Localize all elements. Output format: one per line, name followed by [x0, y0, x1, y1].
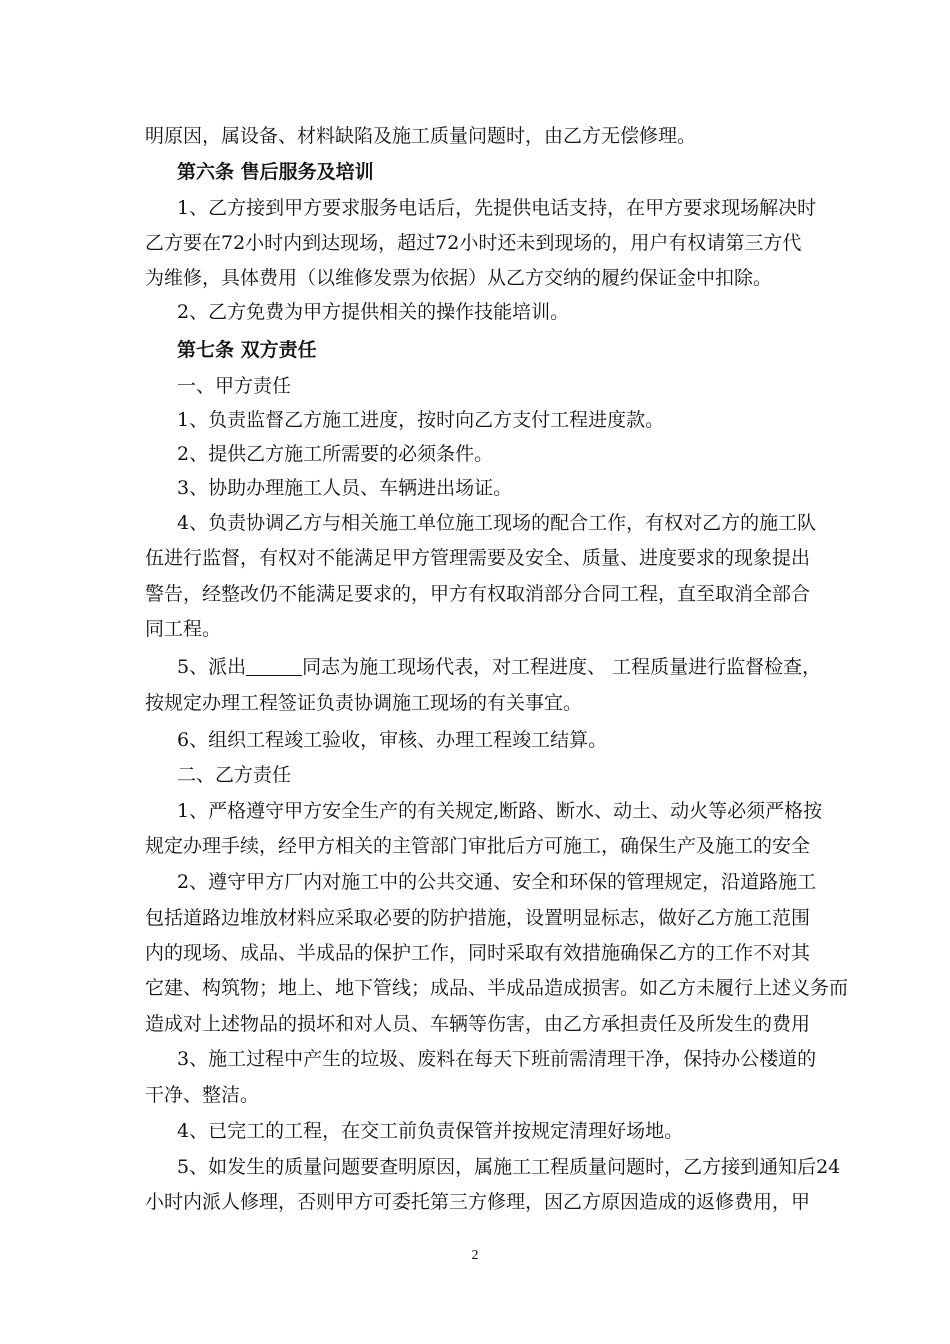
text-segment: 5、派出	[177, 656, 247, 678]
text-line: 1、负责监督乙方施工进度，按时向乙方支付工程进度款。	[177, 409, 665, 431]
fill-in-blank	[246, 657, 302, 676]
text-line: 6、组织工程竣工验收，审核、办理工程竣工结算。	[177, 729, 608, 751]
text-line: 4、已完工的工程，在交工前负责保管并按规定清理好场地。	[177, 1120, 684, 1142]
text-line: 2、提供乙方施工所需要的必须条件。	[177, 443, 494, 465]
page-number: 2	[471, 1248, 479, 1263]
text-line: 一、甲方责任	[177, 375, 292, 397]
text-line: 2、乙方免费为甲方提供相关的操作技能培训。	[177, 301, 570, 323]
text-line: 造成对上述物品的损坏和对人员、车辆等伤害，由乙方承担责任及所发生的费用	[145, 1013, 811, 1035]
text-line: 3、施工过程中产生的垃圾、废料在每天下班前需清理干净，保持办公楼道的	[177, 1048, 817, 1070]
text-line: 二、乙方责任	[177, 764, 292, 786]
text-line: 乙方要在72小时内到达现场，超过72小时还未到现场的，用户有权请第三方代	[145, 232, 802, 254]
text-line: 同工程。	[145, 618, 222, 640]
text-segment: 同志为施工现场代表，对工程进度、 工程质量进行监督检查，	[302, 656, 822, 678]
text-line: 明原因，属设备、材料缺陷及施工质量问题时，由乙方无偿修理。	[145, 125, 697, 147]
text-line: 为维修，具体费用（以维修发票为依据）从乙方交纳的履约保证金中扣除。	[145, 267, 773, 289]
text-line: 警告，经整改仍不能满足要求的，甲方有权取消部分合同工程，直至取消全部合	[145, 583, 811, 605]
text-line: 包括道路边堆放材料应采取必要的防护措施，设置明显标志，做好乙方施工范围	[145, 907, 811, 929]
text-line: 伍进行监督，有权对不能满足甲方管理需要及安全、质量、进度要求的现象提出	[145, 547, 811, 569]
text-line: 4、负责协调乙方与相关施工单位施工现场的配合工作，有权对乙方的施工队	[177, 512, 817, 534]
text-line	[0, 655, 950, 679]
section-heading: 第六条 售后服务及培训	[177, 161, 374, 183]
text-line: 小时内派人修理，否则甲方可委托第三方修理，因乙方原因造成的返修费用，甲	[145, 1191, 811, 1213]
text-line: 它建、构筑物；地上、地下管线；成品、半成品造成损害。如乙方未履行上述义务而	[145, 977, 849, 999]
text-line: 3、协助办理施工人员、车辆进出场证。	[177, 477, 513, 499]
text-line: 1、乙方接到甲方要求服务电话后，先提供电话支持，在甲方要求现场解决时	[177, 197, 817, 219]
text-line: 按规定办理工程签证负责协调施工现场的有关事宜。	[145, 692, 583, 714]
text-line: 5、如发生的质量问题要查明原因，属施工工程质量问题时，乙方接到通知后24	[177, 1156, 841, 1178]
text-line: 1、严格遵守甲方安全生产的有关规定,断路、断水、动土、动火等必须严格按	[177, 800, 823, 822]
text-line: 2、遵守甲方厂内对施工中的公共交通、安全和环保的管理规定，沿道路施工	[177, 871, 817, 893]
section-heading: 第七条 双方责任	[177, 339, 317, 361]
text-line: 规定办理手续，经甲方相关的主管部门审批后方可施工，确保生产及施工的安全	[145, 835, 811, 857]
text-line: 干净、整洁。	[145, 1084, 260, 1106]
text-line: 内的现场、成品、半成品的保护工作，同时采取有效措施确保乙方的工作不对其	[145, 942, 811, 964]
